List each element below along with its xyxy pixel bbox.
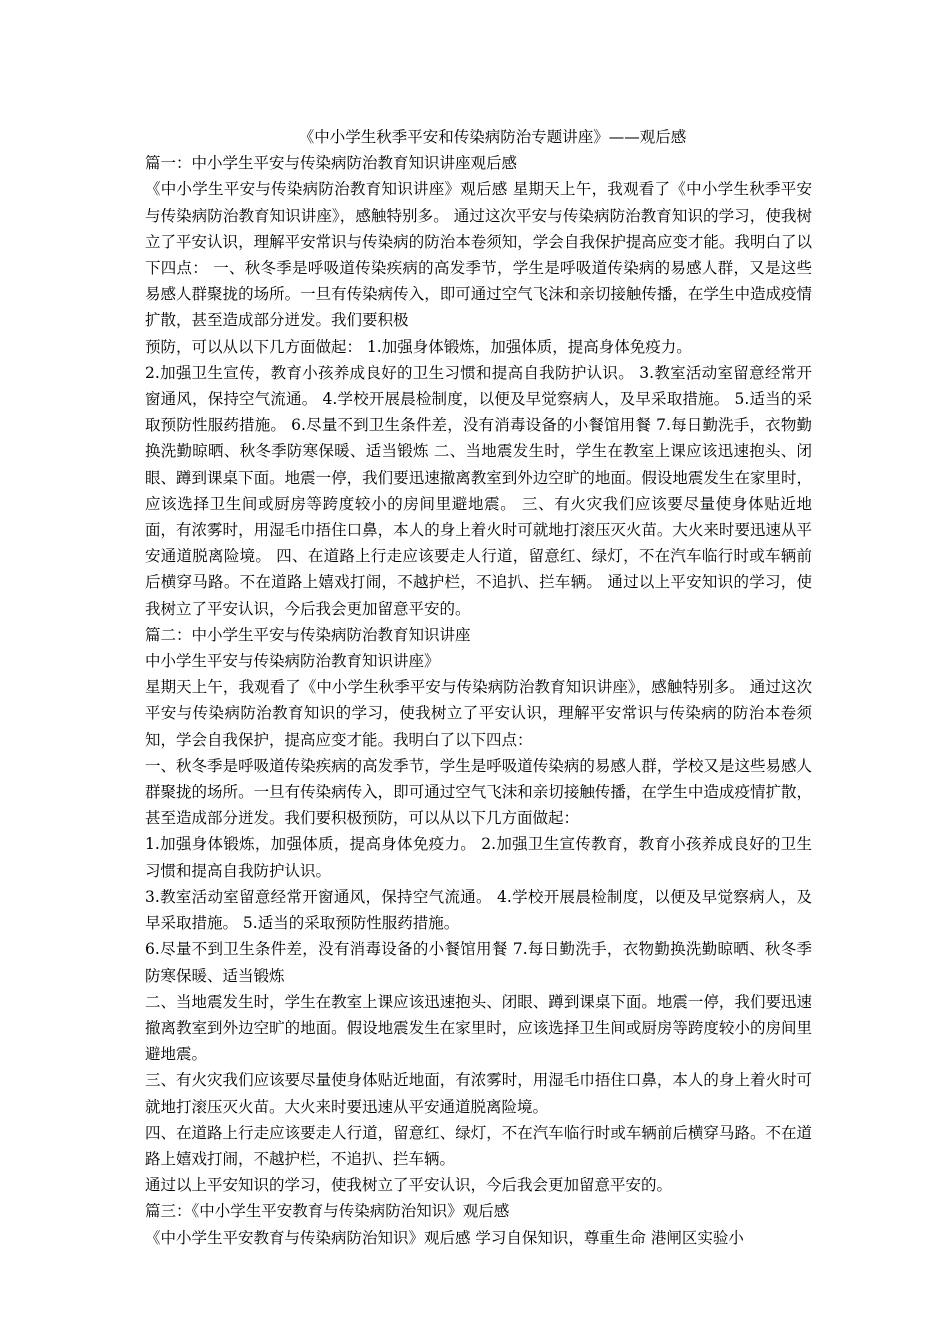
document-body	[145, 124, 812, 1251]
paragraph-part2-conclusion: 通过以上平安知识的学习，使我树立了平安认识，今后我会更加留意平安的。	[145, 1176, 673, 1195]
paragraph-part2-intro: 星期天上午，我观看了《中小学生秋季平安与传染病防治教育知识讲座》，感触特别多。 通过这次平安与传染病防治教育知识的学习，使我树立了平安认识，理解平安常识与传染病的防治本卷须知，学会自我保护，提高应变才能。我明白了以下四点：	[145, 678, 812, 749]
paragraph-part2-subtitle: 中小学生平安与传染病防治教育知识讲座》	[145, 652, 440, 671]
paragraph-part2-point2: 二、当地震发生时，学生在教室上课应该迅速抱头、闭眼、蹲到课桌下面。地震一停，我们要迅速撤离教室到外边空旷的地面。假设地震发生在家里时，应该选择卫生间或厨房等跨度较小的房间里避地震。	[145, 992, 812, 1064]
paragraph-part2-measures-3-5: 3.教室活动室留意经常开窗通风，保持空气流通。 4.学校开展晨检制度，以便及早觉察病人，及早采取措施。 5.适当的采取预防性服药措施。	[145, 887, 812, 933]
paragraph-part1-prevention: 预防，可以从以下几方面做起： 1.加强身体锻炼，加强体质，提高身体免疫力。	[145, 337, 692, 356]
paragraph-part2-point1: 一、秋冬季是呼吸道传染疾病的高发季节，学生是呼吸道传染病的易感人群，学校又是这些易感人群聚拢的场所。一旦有传染病传入，即可通过空气飞沫和亲切接触传播，在学生中造成疫情扩散，甚至造成部分迸发。我们要积极预防，可以从以下几方面做起：	[145, 756, 812, 828]
paragraph-part3-heading: 篇三：《中小学生平安教育与传染病防治知识》观后感	[145, 1202, 510, 1221]
paragraph-part1-measures: 2.加强卫生宣传，教育小孩养成良好的卫生习惯和提高自我防护认识。 3.教室活动室留意经常开窗通风，保持空气流通。 4.学校开展晨检制度，以便及早觉察病人，及早采取措施。 5.适当的采取预防性服药措施。 6.尽量不到卫生条件差，没有消毒设备的小餐馆用餐 7.每日勤洗手，衣物勤换洗勤晾晒、秋冬季防寒保暖、适当锻炼 二、当地震发生时，学生在教室上课应该迅速抱头、闭眼、蹲到课桌下面。地震一停，我们要迅速撤离教室到外边空旷的地面。假设地震发生在家里时，应该选择卫生间或厨房等跨度较小的房间里避地震。 三、有火灾我们应该要尽量使身体贴近地面，有浓雾时，用湿毛巾捂住口鼻，本人的身上着火时可就地打滚压灭火苗。大火来时要迅速从平安通道脱离险境。 四、在道路上行走应该要走人行道，留意红、绿灯，不在汽车临行时或车辆前后横穿马路。不在道路上嬉戏打闹，不越护栏，不追扒、拦车辆。 通过以上平安知识的学习，使我树立了平安认识，今后我会更加留意平安的。	[145, 363, 812, 618]
paragraph-part1-heading: 篇一：中小学生平安与传染病防治教育知识讲座观后感	[145, 154, 518, 173]
document-title: 《中小学生秋季平安和传染病防治专题讲座》——观后感	[298, 128, 687, 146]
paragraph-part2-heading: 篇二：中小学生平安与传染病防治教育知识讲座	[145, 625, 471, 644]
paragraph-part1-body: 《中小学生平安与传染病防治教育知识讲座》观后感 星期天上午，我观看了《中小学生秋季平安与传染病防治教育知识讲座》，感触特别多。 通过这次平安与传染病防治教育知识的学习，使我树立了平安认识，理解平安常识与传染病的防治本卷须知，学会自我保护提高应变才能。我明白了以下四点： 一、秋冬季是呼吸道传染疾病的高发季节，学生是呼吸道传染病的易感人群，又是这些易感人群聚拢的场所。一旦有传染病传入，即可通过空气飞沫和亲切接触传播，在学生中造成疫情扩散，甚至造成部分迸发。我们要积极	[145, 180, 812, 330]
paragraph-part2-point4: 四、在道路上行走应该要走人行道，留意红、绿灯，不在汽车临行时或车辆前后横穿马路。不在道路上嬉戏打闹，不越护栏，不追扒、拦车辆。	[145, 1123, 812, 1168]
paragraph-part2-measures-1-2: 1.加强身体锻炼，加强体质，提高身体免疫力。 2.加强卫生宣传教育，教育小孩养成良好的卫生习惯和提高自我防护认识。	[145, 835, 812, 880]
paragraph-part2-measures-6-7: 6.尽量不到卫生条件差，没有消毒设备的小餐馆用餐 7.每日勤洗手，衣物勤换洗勤晾晒、秋冬季防寒保暖、适当锻炼	[145, 940, 812, 985]
paragraph-part3-body: 《中小学生平安教育与传染病防治知识》观后感 学习自保知识，尊重生命 港闸区实验小	[145, 1228, 744, 1247]
paragraph-part2-point3: 三、有火灾我们应该要尽量使身体贴近地面，有浓雾时，用湿毛巾捂住口鼻，本人的身上着火时可就地打滚压灭火苗。大火来时要迅速从平安通道脱离险境。	[145, 1071, 812, 1116]
